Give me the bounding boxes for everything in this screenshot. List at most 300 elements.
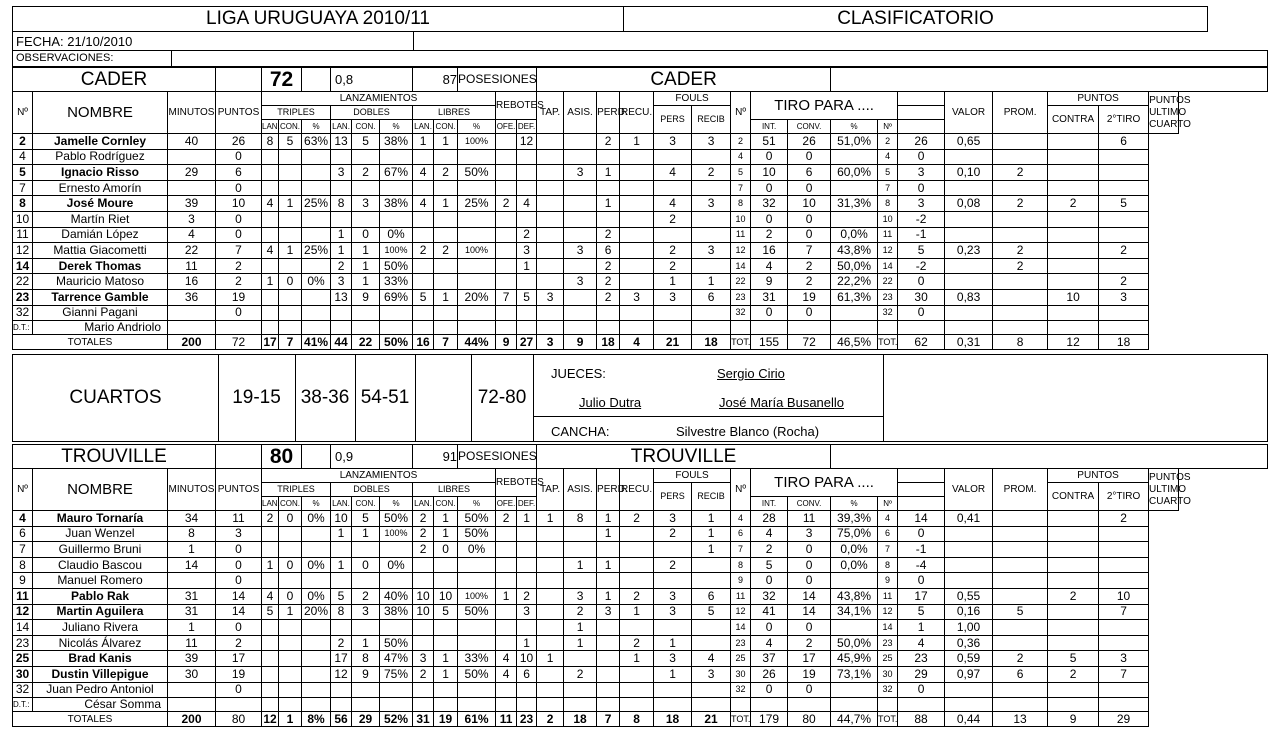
cell-minutos: [168, 573, 216, 589]
cell-minutos: 39: [168, 651, 216, 667]
q3-score: 54-51: [360, 387, 410, 408]
cell-perd: 2: [597, 289, 620, 305]
cell-lib-con: [434, 149, 458, 165]
total-dob-lan: 56: [331, 712, 352, 727]
tot-label: TOT.: [731, 335, 751, 350]
cell-puntos: 11: [216, 511, 262, 527]
cell-fouls-pers: [654, 682, 692, 698]
cell-lib-lan: [413, 682, 434, 698]
fecha-box: [12, 31, 414, 51]
cell-reb-ofe: [496, 180, 517, 196]
cell-nro-2: 6: [731, 526, 751, 542]
cell-tiro-conv: 11: [788, 511, 831, 527]
cell-recu: [620, 620, 654, 636]
cell-tri-lan: [262, 666, 279, 682]
hdr-tiro-pct: %: [831, 120, 878, 134]
cell-tri-con: [279, 542, 302, 558]
cell-dob-con: 0: [352, 557, 380, 573]
cell-tiro-pct: 39,3%: [831, 511, 878, 527]
cell-fouls-pers: 2: [654, 243, 692, 259]
cell-nro-3: 11: [878, 227, 898, 243]
cell-ultimo-cuarto: 2: [1099, 274, 1149, 290]
cell-tiro-pct: 43,8%: [831, 588, 878, 604]
cell-perd: [597, 211, 620, 227]
cell-valor: 0: [898, 274, 945, 290]
cell-tiro-int: 26: [751, 666, 788, 682]
empty-cell: [1048, 321, 1099, 335]
player-row: [13, 588, 1268, 604]
cell-minutos: 30: [168, 666, 216, 682]
cell-prom: 0,97: [945, 666, 993, 682]
q1-score: 19-15: [232, 387, 281, 408]
cell-recu: [620, 542, 654, 558]
cell-nro: 8: [13, 196, 33, 212]
cell-lib-lan: [413, 258, 434, 274]
cell-fouls-recib: [692, 149, 731, 165]
quarters-panel: [12, 354, 1268, 442]
cell-contra: 5: [993, 604, 1048, 620]
cell-asis: [564, 134, 597, 150]
cell-prom: [945, 258, 993, 274]
cell-fouls-pers: 3: [654, 511, 692, 527]
empty-cell: [380, 698, 413, 712]
cell-fouls-pers: 4: [654, 196, 692, 212]
player-row: [13, 573, 1268, 589]
cell-lib-con: 2: [434, 165, 458, 181]
cell-tap: [537, 588, 564, 604]
player-row: [13, 305, 1268, 321]
hdr-libres: LIBRES: [413, 483, 496, 497]
cell-valor: -4: [898, 557, 945, 573]
hdr-triples: TRIPLES: [262, 483, 331, 497]
cell-recu: [620, 305, 654, 321]
cell-minutos: 36: [168, 289, 216, 305]
cell-dob-pct: [380, 305, 413, 321]
cell-dob-pct: [380, 211, 413, 227]
hdr-empty: [898, 106, 945, 120]
cell-fouls-pers: 1: [654, 666, 692, 682]
hdr-puntos-group: PUNTOS: [1048, 92, 1149, 106]
cell-asis: 1: [564, 620, 597, 636]
hdr-sub-pct: %: [302, 120, 331, 134]
cell-nro-3: 22: [878, 274, 898, 290]
cell-nro-2: 22: [731, 274, 751, 290]
cell-lib-con: [434, 211, 458, 227]
total-perd: 18: [597, 335, 620, 350]
cell-minutos: 11: [168, 635, 216, 651]
total-tiro-conv: 80: [788, 712, 831, 727]
cell-nro-2: 4: [731, 511, 751, 527]
cell-nro-3: 32: [878, 305, 898, 321]
cell-tri-lan: 1: [262, 274, 279, 290]
cell-lib-pct: [458, 305, 496, 321]
cell-lib-lan: 3: [413, 651, 434, 667]
cell-asis: 3: [564, 243, 597, 259]
cell-nro-2: 5: [731, 165, 751, 181]
cell-minutos: 14: [168, 557, 216, 573]
cell-dob-lan: 13: [331, 134, 352, 150]
cell-contra: [993, 289, 1048, 305]
cell-lib-con: 1: [434, 651, 458, 667]
cell-nro: 7: [13, 180, 33, 196]
cell-nro: 11: [13, 227, 33, 243]
cell-nro-2: 30: [731, 666, 751, 682]
cell-reb-def: 12: [517, 134, 537, 150]
cell-prom: [945, 211, 993, 227]
cell-prom: 0,16: [945, 604, 993, 620]
cell-2tiro: [1048, 604, 1099, 620]
total-dob-pct: 50%: [380, 335, 413, 350]
cell-tri-pct: 0%: [302, 511, 331, 527]
cell-reb-ofe: [496, 526, 517, 542]
hdr-sub-con: CON.: [279, 497, 302, 511]
total-lib-lan: 16: [413, 335, 434, 350]
cell-puntos: 0: [216, 211, 262, 227]
cell-tiro-conv: 0: [788, 573, 831, 589]
cell-nro-3: 11: [878, 588, 898, 604]
total-dob-con: 22: [352, 335, 380, 350]
cell-asis: 2: [564, 604, 597, 620]
empty-cell: [564, 321, 597, 335]
cell-tiro-int: 0: [751, 682, 788, 698]
player-row: [13, 651, 1268, 667]
cell-reb-ofe: [496, 149, 517, 165]
cell-asis: [564, 573, 597, 589]
hdr-recu: RECU.: [620, 469, 654, 511]
team-empty: [831, 68, 1268, 92]
cell-tiro-pct: 45,9%: [831, 651, 878, 667]
cell-prom: [945, 149, 993, 165]
cell-tri-pct: 25%: [302, 196, 331, 212]
cell-puntos: 26: [216, 134, 262, 150]
cell-nro-2: 14: [731, 620, 751, 636]
hdr-ultimo-line: PUNTOS: [1149, 94, 1191, 106]
cell-fouls-pers: 3: [654, 604, 692, 620]
total-lib-con: 7: [434, 335, 458, 350]
cell-tiro-int: 4: [751, 526, 788, 542]
cell-tri-pct: [302, 666, 331, 682]
hdr-ultimo-line: CUARTO: [1149, 495, 1191, 507]
cell-nombre: Claudio Bascou: [33, 557, 168, 573]
cell-reb-ofe: [496, 604, 517, 620]
cell-tri-lan: [262, 573, 279, 589]
cell-dob-lan: 2: [331, 635, 352, 651]
cell-nombre: Mauricio Matoso: [33, 274, 168, 290]
hdr-prom: PROM.: [993, 469, 1048, 511]
cuartos-label: CUARTOS: [69, 387, 162, 408]
cell-tri-lan: 4: [262, 588, 279, 604]
hdr-sub-pct: %: [458, 497, 496, 511]
cell-tiro-pct: 31,3%: [831, 196, 878, 212]
cell-tiro-pct: [831, 573, 878, 589]
hdr-fouls: FOULS: [654, 469, 731, 483]
cell-tap: 1: [537, 511, 564, 527]
total-tap: 2: [537, 712, 564, 727]
cell-tiro-conv: 0: [788, 211, 831, 227]
cell-fouls-recib: [692, 305, 731, 321]
cell-tri-pct: 25%: [302, 243, 331, 259]
cell-tiro-conv: 0: [788, 305, 831, 321]
hdr-rebotes: REBOTES: [496, 92, 537, 120]
cell-dob-con: [352, 542, 380, 558]
cell-tiro-pct: [831, 620, 878, 636]
posesiones-label: POSESIONES: [458, 445, 537, 469]
cell-lib-con: [434, 180, 458, 196]
cell-ultimo-cuarto: [1099, 526, 1149, 542]
hdr-pers: PERS: [654, 483, 692, 511]
cell-tiro-conv: 0: [788, 620, 831, 636]
cell-valor: 4: [898, 635, 945, 651]
hdr-perd: PERD.: [597, 92, 620, 134]
cell-lib-lan: 4: [413, 196, 434, 212]
cell-contra: [993, 180, 1048, 196]
cell-fouls-pers: 1: [654, 274, 692, 290]
empty-cell: [458, 698, 496, 712]
cell-2tiro: [1048, 211, 1099, 227]
cell-puntos: 0: [216, 542, 262, 558]
q2-cell: [295, 355, 356, 441]
cell-lib-lan: 10: [413, 588, 434, 604]
cell-nombre: Manuel Romero: [33, 573, 168, 589]
coach-name: César Somma: [33, 698, 168, 712]
cell-tiro-int: 0: [751, 149, 788, 165]
cell-fouls-recib: 3: [692, 243, 731, 259]
empty-cell: [597, 698, 620, 712]
cell-tri-con: [279, 180, 302, 196]
stats-table: [12, 444, 1268, 727]
cell-reb-def: 1: [517, 511, 537, 527]
cell-nro-3: 9: [878, 573, 898, 589]
empty-cell: [751, 698, 788, 712]
cell-tap: [537, 165, 564, 181]
cell-reb-def: 4: [517, 196, 537, 212]
referee-2: Julio Dutra: [579, 395, 642, 410]
empty-cell: [751, 321, 788, 335]
cell-dob-con: 1: [352, 526, 380, 542]
total-tiro-pct: 46,5%: [831, 335, 878, 350]
cell-dob-pct: [380, 573, 413, 589]
cell-prom: [945, 542, 993, 558]
q-empty-cell: [415, 355, 472, 441]
cell-tri-con: [279, 635, 302, 651]
hdr-sub-pct: %: [302, 497, 331, 511]
total-lib-con: 19: [434, 712, 458, 727]
cell-tiro-conv: 0: [788, 557, 831, 573]
hdr-minutos: MINUTOS: [168, 92, 216, 134]
cell-prom: 0,83: [945, 289, 993, 305]
cell-fouls-pers: [654, 573, 692, 589]
cell-perd: 2: [597, 274, 620, 290]
cell-puntos: 0: [216, 149, 262, 165]
cell-nombre: Martín Riet: [33, 211, 168, 227]
cell-dob-con: [352, 620, 380, 636]
cell-minutos: 1: [168, 542, 216, 558]
cell-prom: 0,59: [945, 651, 993, 667]
hdr-puntos-group: PUNTOS: [1048, 469, 1149, 483]
cell-nro-3: 12: [878, 604, 898, 620]
cell-prom: [945, 526, 993, 542]
cell-tri-pct: [302, 305, 331, 321]
total-pers: 18: [654, 712, 692, 727]
cell-tri-lan: [262, 305, 279, 321]
cell-fouls-recib: 4: [692, 651, 731, 667]
cell-tiro-pct: [831, 305, 878, 321]
cell-lib-lan: 2: [413, 542, 434, 558]
cell-nombre: Mattia Giacometti: [33, 243, 168, 259]
tot-label-2: TOT.: [878, 712, 898, 727]
total-dob-pct: 52%: [380, 712, 413, 727]
cell-lib-con: 2: [434, 243, 458, 259]
cell-lib-pct: 100%: [458, 243, 496, 259]
cell-dob-pct: [380, 682, 413, 698]
cell-asis: [564, 682, 597, 698]
cell-2tiro: [1048, 573, 1099, 589]
cell-dob-lan: 3: [331, 274, 352, 290]
player-row: [13, 620, 1268, 636]
cell-fouls-pers: 3: [654, 651, 692, 667]
cell-nro-3: 4: [878, 511, 898, 527]
cell-tiro-int: 31: [751, 289, 788, 305]
cell-valor: 0: [898, 305, 945, 321]
cell-lib-pct: 20%: [458, 289, 496, 305]
cell-fouls-recib: 3: [692, 134, 731, 150]
total-reb-ofe: 9: [496, 335, 517, 350]
cell-2tiro: [1048, 274, 1099, 290]
cell-tri-pct: [302, 180, 331, 196]
cell-tri-pct: [302, 149, 331, 165]
cell-lib-pct: 0%: [458, 542, 496, 558]
cell-lib-lan: 10: [413, 604, 434, 620]
cell-2tiro: [1048, 682, 1099, 698]
cell-nro: 4: [13, 149, 33, 165]
cell-nombre: José Moure: [33, 196, 168, 212]
cell-tiro-pct: [831, 211, 878, 227]
cell-puntos: 0: [216, 573, 262, 589]
cell-valor: 3: [898, 196, 945, 212]
cell-dob-lan: [331, 620, 352, 636]
cell-valor: -1: [898, 542, 945, 558]
cell-nro-2: 23: [731, 289, 751, 305]
cell-puntos: 0: [216, 682, 262, 698]
cell-nro: 30: [13, 666, 33, 682]
cell-fouls-recib: 6: [692, 289, 731, 305]
cell-fouls-recib: [692, 682, 731, 698]
cell-contra: [993, 682, 1048, 698]
cell-nombre: Juan Wenzel: [33, 526, 168, 542]
hdr-tiro-conv: CONV.: [788, 497, 831, 511]
cell-asis: [564, 305, 597, 321]
cell-nro: 7: [13, 542, 33, 558]
cell-tri-pct: 0%: [302, 274, 331, 290]
cell-nro: 32: [13, 682, 33, 698]
hdr-sub-lan: LAN.: [413, 120, 434, 134]
dt-label: D.T.:: [13, 698, 33, 712]
cell-asis: [564, 651, 597, 667]
cell-tiro-conv: 19: [788, 289, 831, 305]
total-dob-lan: 44: [331, 335, 352, 350]
hdr-pers: PERS: [654, 106, 692, 134]
cell-tri-pct: [302, 573, 331, 589]
cell-reb-ofe: [496, 227, 517, 243]
cell-tri-pct: [302, 620, 331, 636]
cell-minutos: 39: [168, 196, 216, 212]
hdr-recib: RECIB: [692, 106, 731, 134]
cell-reb-ofe: [496, 243, 517, 259]
cell-nro-2: 32: [731, 305, 751, 321]
hdr-ultimo-line: ULTIMO: [1149, 483, 1187, 495]
cell-ultimo-cuarto: [1099, 635, 1149, 651]
cell-perd: 1: [597, 165, 620, 181]
cell-recu: 2: [620, 635, 654, 651]
cell-ultimo-cuarto: 10: [1099, 588, 1149, 604]
cell-nombre: Juan Pedro Antoniol: [33, 682, 168, 698]
cell-tap: [537, 682, 564, 698]
cell-nro: 12: [13, 243, 33, 259]
cell-2tiro: 2: [1048, 196, 1099, 212]
hdr-asis: ASIS.: [564, 469, 597, 511]
team-name-right: CADER: [537, 68, 831, 92]
cell-lib-pct: [458, 180, 496, 196]
cell-nro-3: 10: [878, 211, 898, 227]
cell-prom: 0,23: [945, 243, 993, 259]
cell-nombre: Ignacio Risso: [33, 165, 168, 181]
cell-dob-con: [352, 573, 380, 589]
cell-tiro-pct: 73,1%: [831, 666, 878, 682]
cell-lib-lan: 4: [413, 165, 434, 181]
cell-minutos: 40: [168, 134, 216, 150]
hdr-def: DEF.: [517, 120, 537, 134]
cell-tri-con: [279, 620, 302, 636]
cell-tri-con: [279, 149, 302, 165]
total-asis: 9: [564, 335, 597, 350]
cell-nro-3: 14: [878, 620, 898, 636]
cell-tiro-conv: 0: [788, 682, 831, 698]
cell-perd: 1: [597, 196, 620, 212]
cell-lib-lan: 1: [413, 134, 434, 150]
hdr-tap: TAP.: [537, 469, 564, 511]
cell-reb-ofe: [496, 165, 517, 181]
hdr-sub-pct: %: [380, 120, 413, 134]
cell-lib-con: [434, 557, 458, 573]
cell-2tiro: [1048, 227, 1099, 243]
cell-dob-lan: 12: [331, 666, 352, 682]
cell-tap: [537, 557, 564, 573]
cell-tri-lan: 4: [262, 243, 279, 259]
hdr-contra: CONTRA: [1048, 483, 1099, 511]
cell-tiro-pct: 0,0%: [831, 227, 878, 243]
cell-valor: 26: [898, 134, 945, 150]
cell-puntos: 14: [216, 604, 262, 620]
cell-tri-lan: [262, 165, 279, 181]
cell-tiro-conv: 0: [788, 227, 831, 243]
cell-nro-2: 9: [731, 573, 751, 589]
cell-dob-pct: 50%: [380, 258, 413, 274]
cell-tri-con: [279, 682, 302, 698]
cell-ultimo-cuarto: [1099, 180, 1149, 196]
cell-minutos: 31: [168, 588, 216, 604]
q1-cell: [218, 355, 296, 441]
dt-label: D.T.:: [13, 321, 33, 335]
cell-contra: [993, 573, 1048, 589]
cell-tap: [537, 635, 564, 651]
empty-cell: [279, 321, 302, 335]
cell-nombre: Tarrence Gamble: [33, 289, 168, 305]
cell-nro-3: 30: [878, 666, 898, 682]
cell-recu: [620, 243, 654, 259]
cell-reb-def: [517, 305, 537, 321]
hdr-def: DEF.: [517, 497, 537, 511]
cell-fouls-recib: [692, 635, 731, 651]
